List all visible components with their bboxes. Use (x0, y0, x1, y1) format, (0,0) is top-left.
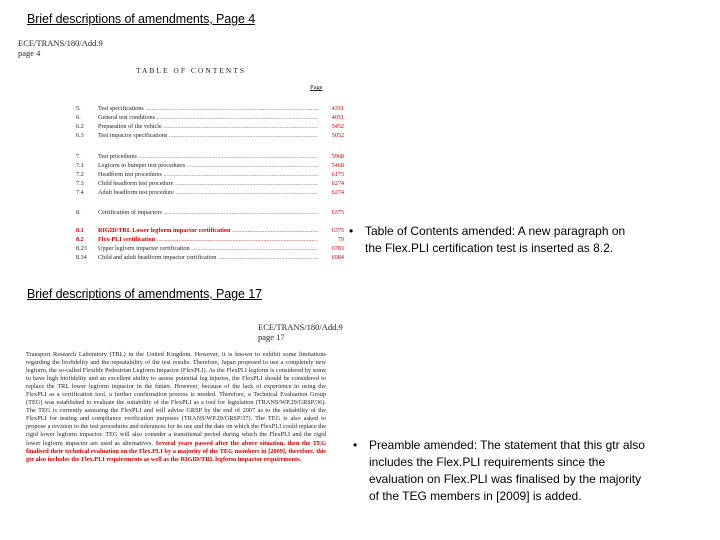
toc-entry-title: RIGID/TRL Lower legform impactor certification ..... (98, 226, 318, 235)
toc-entry (76, 170, 344, 179)
toc-entry (76, 253, 344, 262)
toc-entry-number: 6.3 (76, 132, 84, 139)
note-page17-text: Preamble amended: The statement that this gtr also includes the Flex.PLI requirements since the evaluation on Flex.PLI was finalised by the majority of the TEG members in [2009] is added. (369, 438, 645, 503)
toc-entry-title: Adult headform test procedure ..... (98, 188, 318, 197)
toc-entry-title: Child headform test procedure ..... (98, 179, 318, 188)
toc-entry-number: 7.3 (76, 180, 84, 187)
toc-entry-title: Upper legform impactor certification ..... (98, 244, 318, 253)
toc-entry-page: 6984 (331, 254, 344, 261)
toc-entry-number: 5. (76, 105, 81, 112)
toc-entry-title: Child and adult headform impactor certification ..... (98, 253, 318, 262)
preamble-paragraph (26, 351, 326, 464)
toc-entry-number: 8.34 (76, 254, 87, 261)
toc-entry-page: 5452 (331, 123, 344, 130)
toc-entry (76, 188, 344, 197)
note-page4 (349, 223, 639, 257)
toc-entry-number: 8.23 (76, 245, 87, 252)
toc-page-header: Page (310, 84, 323, 91)
toc-entry-number: 6.2 (76, 123, 84, 130)
toc-entry-title: Flex-PLI certification ..... (98, 235, 318, 244)
page4-scan (18, 36, 344, 276)
toc-entry-page: 6274 (331, 189, 344, 196)
preamble-amended-text: Several years passed after the above situation, then the TEG finalised their technical evaluation on the Flex.PLI by a majority of the TEG members in [2009], therefore, this gtr also includes the Flex.PLI requirements as well as the RIGID/TRL legform impactor requirements. (26, 439, 326, 463)
toc-entry-number: 8.1 (76, 227, 84, 234)
note-page17 (353, 437, 645, 505)
toc-entry (76, 226, 344, 235)
toc-entry (76, 152, 344, 161)
preamble-original-text: Transport Research Laboratory (TRL) in the United Kingdom. However, it is known to exhibit some limitations regarding the biofidelity and the repeatability of the test results. Therefore, Japan proposed to use a completely new legform, the so-called Flexible Pedestrian Legform Impactor (FlexPLI). As the FlexPLI legform is considered by some to have high biofidelity and an excellent ability to assess potential leg injuries, the FlexPLI should be considered to replace the TRL lower legform impactor in the future. However, because of the lack of experience in using the FlexPLI as a certification tool, a further confirmation process is needed. Therefore, a Technical Evaluation Group (TEG) was established to evaluate the suitability of the FlexPLI as a tool for legislation (TRANS/WP.29/GRSP/36). The TEG is currently assessing the FlexPLI and will advise GRSP by the end of 2007 as to the suitability of the FlexPLI for testing and compliance verification purposes (TRANS/WP.29/GRSP/37). The TEG is also asked to propose a revision to the test procedures and tolerances for its use and the date on which the FlexPLI could replace the rigid lower legform impactor. TEG will also consider a transitional period during which the FlexPLI and the rigid lower legform impactor are used as alternatives. (26, 351, 326, 447)
doc-reference: ECE/TRANS/180/Add.9 (18, 38, 103, 48)
toc-entry (76, 113, 344, 122)
toc-entry-page: 4351 (331, 105, 344, 112)
toc-entry (76, 208, 344, 217)
page17-scan (24, 318, 343, 536)
heading-page4: Brief descriptions of amendments, Page 4 (27, 12, 256, 26)
toc-entry-title: Test specifications ..... (98, 104, 318, 113)
toc-entry-page: 6783 (331, 245, 344, 252)
toc-entry-number: 8.2 (76, 236, 84, 243)
page-label: page 4 (18, 48, 41, 58)
toc-entry-number: 8. (76, 209, 81, 216)
toc-entry-number: 6. (76, 114, 81, 121)
toc-entry-title: Legform to bumper test procedures ..... (98, 161, 318, 170)
toc-entry-title: Test procedures ..... (98, 152, 318, 161)
toc-entry-title: Test impactor specifications ..... (98, 131, 318, 140)
toc-entry-page: 4051 (331, 114, 344, 121)
bullet-icon: • (353, 438, 358, 452)
toc-entry (76, 179, 344, 188)
toc-entry-title: Certification of impactors ..... (98, 208, 318, 217)
toc-entry (76, 122, 344, 131)
toc-entry (76, 244, 344, 253)
toc-entry-page: 5968 (331, 153, 344, 160)
toc-entry-page: 6173 (331, 171, 344, 178)
toc-entry (76, 161, 344, 170)
toc-entry-title: Preparation of the vehicle ..... (98, 122, 318, 131)
toc-entry-page: 5468 (331, 162, 344, 169)
toc-entry (76, 131, 344, 140)
toc-entry-page: 79 (337, 236, 344, 243)
toc-entry-title: General test conditions ..... (98, 113, 318, 122)
bullet-icon: • (349, 224, 354, 238)
note-page4-text: Table of Contents amended: A new paragraph on the Flex.PLI certification test is inserted as 8.2. (365, 224, 626, 255)
toc-title: TABLE OF CONTENTS (136, 66, 247, 75)
toc-entry-page: 6274 (331, 180, 344, 187)
toc-entry-number: 7.4 (76, 189, 84, 196)
doc-reference: ECE/TRANS/180/Add.9 (258, 322, 343, 332)
toc-entry-page: 5052 (331, 132, 344, 139)
toc-entry-number: 7. (76, 153, 81, 160)
page-label: page 17 (258, 332, 285, 342)
toc-entry-title: Headform test procedures ..... (98, 170, 318, 179)
toc-entry-page: 6375 (331, 209, 344, 216)
toc-entry-number: 7.1 (76, 162, 84, 169)
toc-entry (76, 104, 344, 113)
toc-entry-page: 6375 (331, 227, 344, 234)
heading-page17: Brief descriptions of amendments, Page 17 (27, 287, 262, 301)
toc-entry-number: 7.2 (76, 171, 84, 178)
toc-entry (76, 235, 344, 244)
